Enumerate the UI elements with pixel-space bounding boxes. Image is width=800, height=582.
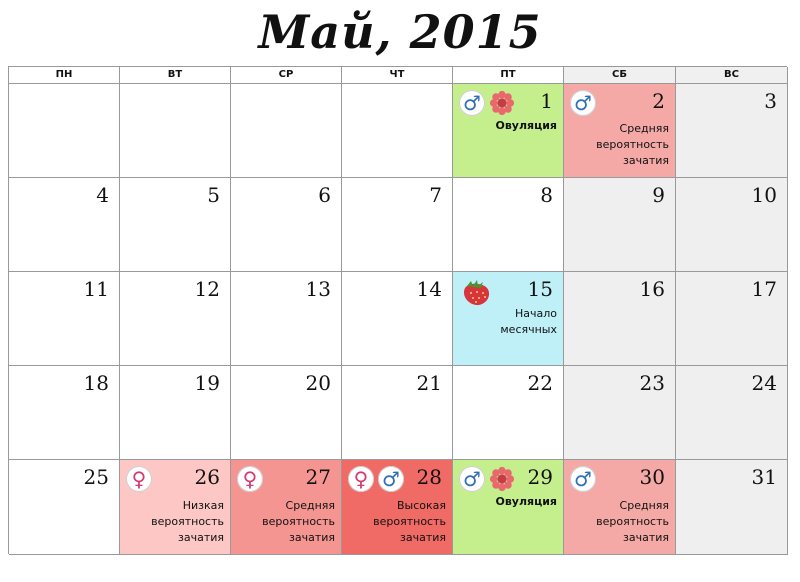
day-cell-22: [453, 366, 564, 460]
day-cell-8: [453, 178, 564, 272]
day-number: 11: [83, 277, 109, 301]
flower-icon: [489, 466, 515, 492]
day-number: 28: [416, 465, 442, 489]
day-number: 25: [83, 465, 109, 489]
male-symbol-icon: ♂: [459, 90, 485, 116]
day-cell-17: [676, 272, 788, 366]
day-number: 26: [194, 465, 220, 489]
day-note: Средняя вероятность зачатия: [596, 122, 669, 167]
day-cell-29: [453, 460, 564, 555]
female-symbol-icon: ♀: [126, 466, 152, 492]
day-cell-20: [231, 366, 342, 460]
day-icons: [237, 466, 263, 492]
day-cell-27: [231, 460, 342, 555]
day-number: 14: [416, 277, 442, 301]
weekday-header-mon: ПН: [9, 67, 120, 84]
day-note: Овуляция: [495, 495, 557, 508]
day-cell-30: [564, 460, 676, 555]
weekday-header-sun: ВС: [676, 67, 788, 84]
day-number: 1: [540, 89, 553, 113]
male-symbol-icon: ♂: [378, 466, 404, 492]
day-number: 2: [652, 89, 665, 113]
weekday-header-tue: ВТ: [120, 67, 231, 84]
calendar-title: Май, 2015: [258, 5, 542, 59]
weekday-header-sat: СБ: [564, 67, 676, 84]
day-number: 23: [639, 371, 665, 395]
day-cell-9: [564, 178, 676, 272]
day-number: 18: [83, 371, 109, 395]
day-number: 3: [764, 89, 777, 113]
day-cell-12: [120, 272, 231, 366]
day-icons: [459, 278, 493, 308]
day-cell-21: [342, 366, 453, 460]
calendar-grid: [8, 66, 787, 554]
day-cell-28: [342, 460, 453, 555]
male-symbol-icon: ♂: [570, 90, 596, 116]
day-cell-4: [9, 178, 120, 272]
day-cell-2: [564, 84, 676, 178]
empty-day-cell: [342, 84, 453, 178]
day-cell-1: [453, 84, 564, 178]
day-icons: [348, 466, 404, 492]
day-note: Средняя вероятность зачатия: [596, 499, 669, 544]
empty-day-cell: [120, 84, 231, 178]
day-number: 5: [207, 183, 220, 207]
day-cell-5: [120, 178, 231, 272]
day-number: 31: [751, 465, 777, 489]
weekday-header-wed: СР: [231, 67, 342, 84]
day-cell-11: [9, 272, 120, 366]
day-icons: [126, 466, 152, 492]
day-cell-15: [453, 272, 564, 366]
day-note: Низкая вероятность зачатия: [151, 499, 224, 544]
day-number: 17: [751, 277, 777, 301]
day-number: 8: [540, 183, 553, 207]
weekday-header-fri: ПТ: [453, 67, 564, 84]
day-number: 6: [318, 183, 331, 207]
day-number: 30: [639, 465, 665, 489]
day-number: 20: [305, 371, 331, 395]
day-cell-3: [676, 84, 788, 178]
day-cell-31: [676, 460, 788, 555]
empty-day-cell: [231, 84, 342, 178]
male-symbol-icon: ♂: [459, 466, 485, 492]
day-number: 12: [194, 277, 220, 301]
day-number: 22: [527, 371, 553, 395]
day-number: 13: [305, 277, 331, 301]
day-number: 7: [429, 183, 442, 207]
day-icons: [459, 90, 515, 116]
day-number: 19: [194, 371, 220, 395]
day-number: 15: [527, 277, 553, 301]
day-cell-13: [231, 272, 342, 366]
female-symbol-icon: ♀: [237, 466, 263, 492]
male-symbol-icon: ♂: [570, 466, 596, 492]
day-cell-14: [342, 272, 453, 366]
day-note: Начало месячных: [500, 307, 557, 336]
day-cell-26: [120, 460, 231, 555]
day-cell-16: [564, 272, 676, 366]
day-number: 4: [96, 183, 109, 207]
day-number: 27: [305, 465, 331, 489]
day-cell-18: [9, 366, 120, 460]
day-note: Овуляция: [495, 119, 557, 132]
day-number: 24: [751, 371, 777, 395]
day-number: 16: [639, 277, 665, 301]
day-number: 21: [416, 371, 442, 395]
day-cell-19: [120, 366, 231, 460]
day-cell-7: [342, 178, 453, 272]
day-note: Высокая вероятность зачатия: [373, 499, 446, 544]
day-icons: [459, 466, 515, 492]
day-number: 10: [751, 183, 777, 207]
day-icons: [570, 466, 596, 492]
weekday-header-thu: ЧТ: [342, 67, 453, 84]
day-number: 9: [652, 183, 665, 207]
day-cell-24: [676, 366, 788, 460]
day-cell-25: [9, 460, 120, 555]
day-icons: [570, 90, 596, 116]
strawberry-icon: [459, 278, 493, 308]
day-cell-10: [676, 178, 788, 272]
flower-icon: [489, 90, 515, 116]
empty-day-cell: [9, 84, 120, 178]
day-number: 29: [527, 465, 553, 489]
day-note: Средняя вероятность зачатия: [262, 499, 335, 544]
female-symbol-icon: ♀: [348, 466, 374, 492]
day-cell-23: [564, 366, 676, 460]
day-cell-6: [231, 178, 342, 272]
